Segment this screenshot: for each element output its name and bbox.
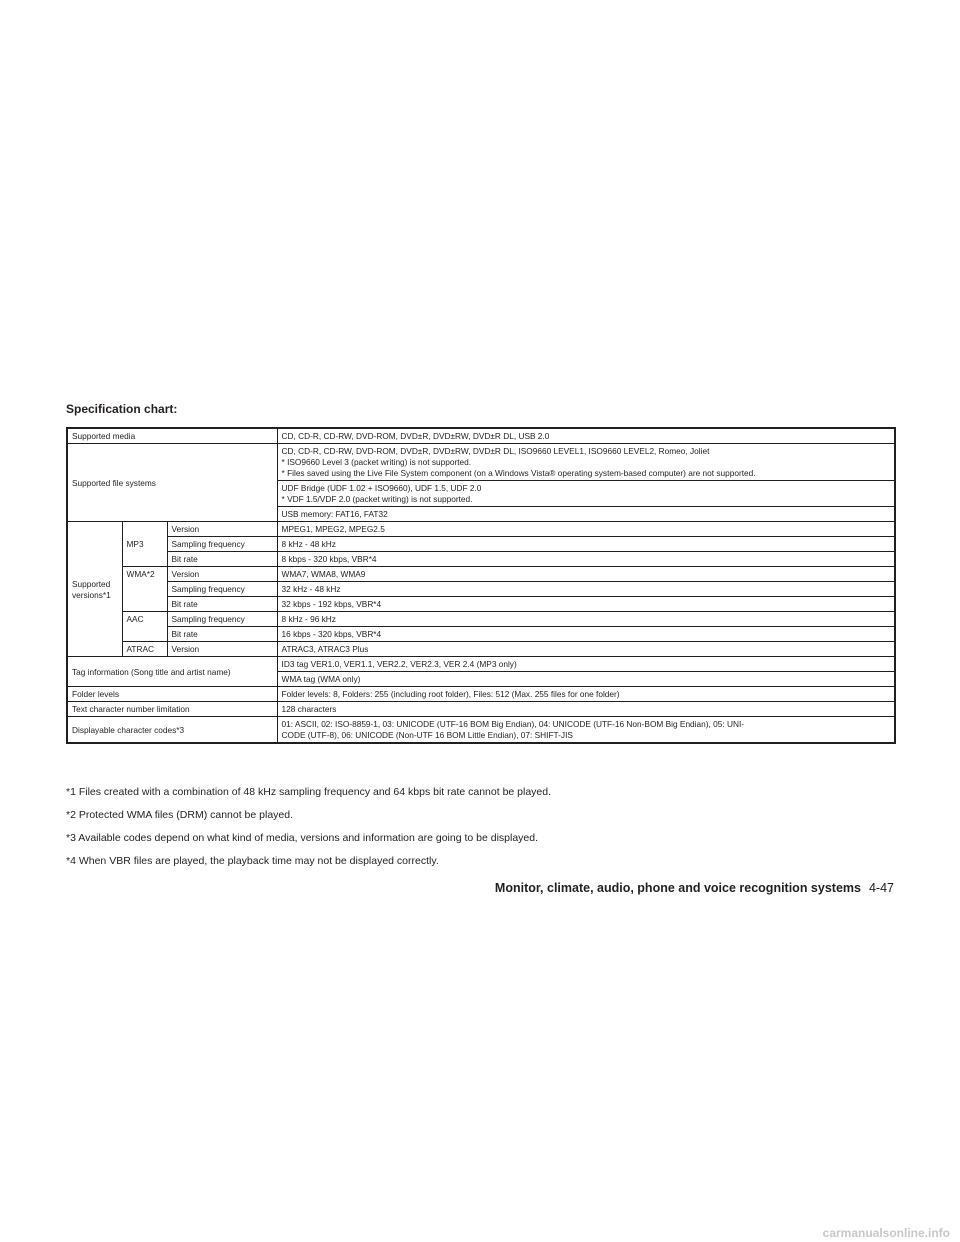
table-row xyxy=(67,717,895,744)
attr-label: Bit rate xyxy=(167,627,277,642)
attr-label: Version xyxy=(167,642,277,657)
footer-section-title: Monitor, climate, audio, phone and voice recognition systems xyxy=(494,881,861,895)
attr-value: 8 kbps - 320 kbps, VBR*4 xyxy=(277,552,895,567)
footnote: *1 Files created with a combination of 48 kHz sampling frequency and 64 kbps bit rate cannot be played. xyxy=(66,786,552,798)
row-label-supported-media: Supported media xyxy=(67,428,277,444)
row-value-file-systems-usb: USB memory: FAT16, FAT32 xyxy=(277,507,895,522)
text-line: Supported xyxy=(72,578,111,589)
text-line: CD, CD-R, CD-RW, DVD-ROM, DVD±R, DVD±RW, DVD±R DL, ISO9660 LEVEL1, ISO9660 LEVEL2, Romeo, Joliet xyxy=(281,446,710,456)
page-footer xyxy=(495,881,894,895)
page-number: 4-47 xyxy=(868,881,894,895)
attr-value: ATRAC3, ATRAC3 Plus xyxy=(277,642,895,657)
row-value-file-systems-disc xyxy=(277,444,895,481)
table-row xyxy=(67,522,895,537)
attr-value: 32 kHz - 48 kHz xyxy=(277,582,895,597)
text-line: versions*1 xyxy=(72,589,111,600)
row-value-folder-levels: Folder levels: 8, Folders: 255 (including root folder), Files: 512 (Max. 255 files for one folder) xyxy=(277,687,895,702)
format-label-aac: AAC xyxy=(122,612,167,642)
table-row xyxy=(67,552,895,567)
footnotes xyxy=(66,786,896,878)
table-row xyxy=(67,582,895,597)
footnote: *4 When VBR files are played, the playback time may not be displayed correctly. xyxy=(66,855,439,867)
attr-label: Bit rate xyxy=(167,552,277,567)
table-row xyxy=(67,597,895,612)
table-row xyxy=(67,642,895,657)
row-label-supported-versions xyxy=(67,522,122,657)
text-line: CODE (UTF-8), 06: UNICODE (Non-UTF 16 BOM Little Endian), 07: SHIFT-JIS xyxy=(281,730,573,740)
attr-label: Sampling frequency xyxy=(167,582,277,597)
row-value-file-systems-udf xyxy=(277,481,895,507)
format-label-wma: WMA*2 xyxy=(122,567,167,612)
table-row xyxy=(67,567,895,582)
row-value-tag-wma: WMA tag (WMA only) xyxy=(277,672,895,687)
attr-value: 8 kHz - 96 kHz xyxy=(277,612,895,627)
attr-label: Sampling frequency xyxy=(167,612,277,627)
text-line: 01: ASCII, 02: ISO-8859-1, 03: UNICODE (UTF-16 BOM Big Endian), 04: UNICODE (UTF-16 Non-BOM Big Endian), 05: UNI- xyxy=(281,719,745,729)
attr-value: MPEG1, MPEG2, MPEG2.5 xyxy=(277,522,895,537)
attr-value: 8 kHz - 48 kHz xyxy=(277,537,895,552)
row-value-supported-media: CD, CD-R, CD-RW, DVD-ROM, DVD±R, DVD±RW, DVD±R DL, USB 2.0 xyxy=(277,428,895,444)
footnote: *2 Protected WMA files (DRM) cannot be played. xyxy=(66,809,294,821)
table-row xyxy=(67,444,895,481)
attr-label: Version xyxy=(167,567,277,582)
table-row xyxy=(67,428,895,444)
watermark: carmanualsonline.info xyxy=(822,1226,950,1240)
text-line: * Files saved using the Live File System component (on a Windows Vista® operating system-based computer) are not supported. xyxy=(281,468,756,478)
row-label-character-codes: Displayable character codes*3 xyxy=(67,717,277,744)
footnote: *3 Available codes depend on what kind of media, versions and information are going to be displayed. xyxy=(66,832,539,844)
text-line: * ISO9660 Level 3 (packet writing) is not supported. xyxy=(281,457,472,467)
attr-label: Sampling frequency xyxy=(167,537,277,552)
attr-value: WMA7, WMA8, WMA9 xyxy=(277,567,895,582)
table-row xyxy=(67,702,895,717)
row-label-text-limit: Text character number limitation xyxy=(67,702,277,717)
text-line: UDF Bridge (UDF 1.02 + ISO9660), UDF 1.5, UDF 2.0 xyxy=(281,483,482,493)
row-label-folder-levels: Folder levels xyxy=(67,687,277,702)
row-value-character-codes xyxy=(277,717,895,744)
attr-value: 32 kbps - 192 kbps, VBR*4 xyxy=(277,597,895,612)
format-label-atrac: ATRAC xyxy=(122,642,167,657)
row-label-file-systems: Supported file systems xyxy=(67,444,277,522)
section-title: Specification chart: xyxy=(66,402,178,416)
table-row xyxy=(67,687,895,702)
table-row xyxy=(67,657,895,672)
table-row xyxy=(67,612,895,627)
text-line: * VDF 1.5/VDF 2.0 (packet writing) is not supported. xyxy=(281,494,473,504)
table-row xyxy=(67,537,895,552)
attr-label: Bit rate xyxy=(167,597,277,612)
specification-table xyxy=(66,427,896,744)
format-label-mp3: MP3 xyxy=(122,522,167,567)
table-row xyxy=(67,627,895,642)
row-label-tag-information: Tag information (Song title and artist name) xyxy=(67,657,277,687)
row-value-text-limit: 128 characters xyxy=(277,702,895,717)
attr-label: Version xyxy=(167,522,277,537)
row-value-tag-id3: ID3 tag VER1.0, VER1.1, VER2.2, VER2.3, VER 2.4 (MP3 only) xyxy=(277,657,895,672)
attr-value: 16 kbps - 320 kbps, VBR*4 xyxy=(277,627,895,642)
